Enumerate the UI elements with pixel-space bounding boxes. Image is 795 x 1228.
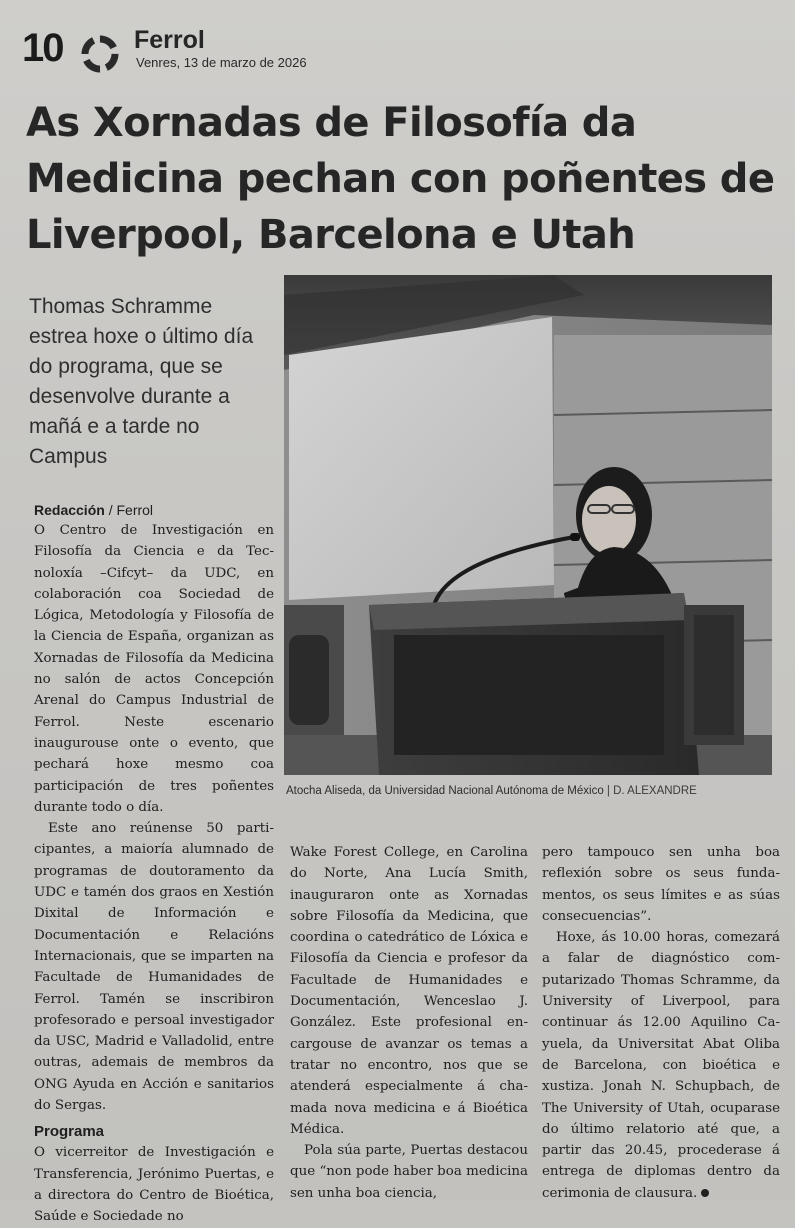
byline-place: Ferrol — [116, 502, 154, 518]
byline — [34, 500, 274, 520]
section-title: Ferrol — [134, 26, 205, 54]
article-column-1 — [34, 500, 274, 1228]
paragraph-3-start: O vicerreitor de Investigación e Transferencia, Jerónimo Puertas, e a directora do Centro de Bioética, Saúde e Sociedade no — [34, 1145, 274, 1225]
article-column-2 — [290, 842, 528, 1204]
byline-author: Redacción — [34, 502, 105, 518]
photo-credit: D. ALEXANDRE — [613, 785, 697, 797]
caption-text: Atocha Aliseda, da Universidad Nacional Autónoma de México — [286, 785, 604, 797]
paragraph-5-text: Hoxe, ás 10.00 horas, comezará a falar de diagnóstico computarizado Thomas Schramme, da University of Liverpool, para continuar ás 12.00 Aquilino Cayuela, da Universitat Abat Oliba de Barcelona, con bioética e xustiza. Jonah N. Schupbach, de The University of Utah, ocuparase do último relatorio até que, a partir das 20.45, procederase á entrega de diplomas dentro da cerimonia de clausura. — [542, 930, 780, 1201]
paragraph-3-end: Wake Forest College, en Carolina do Norte, Ana Lucía Smith, inauguraron onte as Xornadas sobre Filosofía da Medicina, que coordina o catedrático de Lóxica e Filosofía da Ciencia e profesor da Facultade de Humanidades e Documentación, Wenceslao J. González. Este profesional encargouse de avanzar os temas a tratar no encontro, nos que se atenderá especialmente á chamada nova medicina e á Bioética Médica. — [290, 845, 528, 1137]
article-column-3 — [542, 842, 780, 1204]
newspaper-logo-icon — [78, 32, 122, 76]
news-photo — [284, 275, 772, 775]
byline-separator: / — [104, 502, 117, 518]
paragraph-4-end: pero tampouco sen unha boa reflexión sobre os seus fundamentos, os seus límites e as súas consecuencias”. — [542, 845, 780, 924]
paragraph-4-start: Pola súa parte, Puertas destacou que “non pode haber boa medicina sen unha boa ciencia, — [290, 1143, 528, 1201]
subhead: Thomas Schramme estrea hoxe o último día do programa, que se desenvolve durante a mañá e a tarde no Campus — [29, 295, 254, 468]
speaker-at-podium-image — [284, 275, 772, 775]
headline: As Xornadas de Filosofía da Medicina pechan con poñentes de Liverpool, Barcelona e Utah — [26, 100, 775, 258]
issue-date: Venres, 13 de marzo de 2026 — [136, 55, 307, 70]
paragraph-1: O Centro de Investigación en Filosofía da Ciencia e da Tecnoloxía –Cifcyt– da UDC, en colaboración coa Sociedad de Lógica, Metodología y Filosofía de la Ciencia de España, organizan as Xornadas de Filosofía da Medicina no salón de actos Concepción Arenal do Campus Industrial de Ferrol. Neste escenario inaugurouse onte o evento, que pechará hoxe mesmo coa participación de tres poñentes durante todo o día. — [34, 523, 274, 815]
end-of-article-icon — [701, 1189, 709, 1197]
photo-caption — [286, 785, 776, 797]
paragraph-5 — [542, 927, 780, 1204]
paragraph-2: Este ano reúnense 50 participantes, a maioría alumnado de programas de doutoramento da UDC e tamén dos graos en Xestión Dixital de Información e Documentación e Relacións Internacionais, que se imparten na Facultade de Humanidades de Ferrol. Tamén se inscribiron profesorado e persoal investigador da USC, Madrid e Valladolid, entre outras, ademais de membros da ONG Ayuda en Acción e sanitarios do Sergas. — [34, 821, 274, 1114]
section-subtitle: Programa — [34, 1123, 105, 1141]
photo-credit-separator: | — [606, 785, 614, 797]
page-number: 10 — [22, 26, 63, 70]
